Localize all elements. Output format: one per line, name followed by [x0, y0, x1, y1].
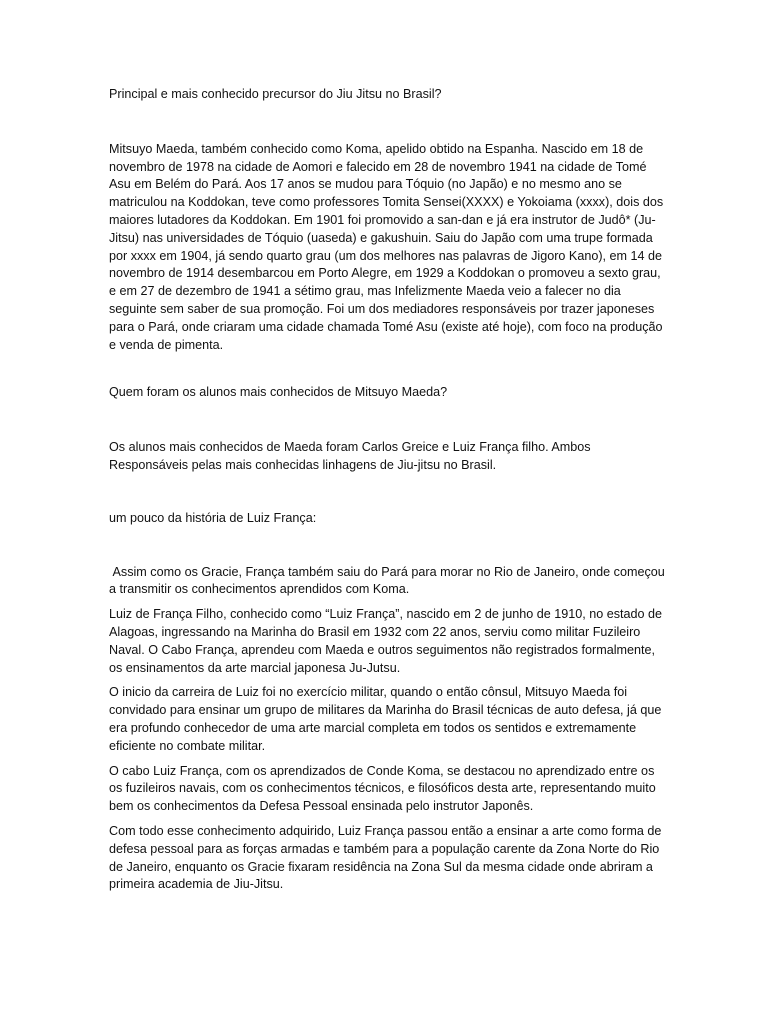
section-heading-luiz-franca: um pouco da história de Luiz França:: [109, 510, 317, 525]
paragraph-luiz-franca-1: Assim como os Gracie, França também saiu do Pará para morar no Rio de Janeiro, onde começou a transmitir os conhecimentos aprendidos com Koma.: [109, 564, 669, 597]
paragraph-luiz-franca-3: O inicio da carreira de Luiz foi no exercício militar, quando o então cônsul, Mitsuyo Maeda foi convidado para ensinar um grupo de militares da Marinha do Brasil técnicas de auto defesa, já que era profundo conhecedor de uma arte marcial completa em todos os sentidos e extremamente eficiente no combate militar.: [109, 685, 662, 753]
question-1: Principal e mais conhecido precursor do Jiu Jitsu no Brasil?: [109, 87, 442, 101]
paragraph-luiz-franca-5: Com todo esse conhecimento adquirido, Luiz França passou então a ensinar a arte como forma de defesa pessoal para as forças armadas e também para a população carente da Zona Norte do Rio de Janeiro, enquanto os Gracie fixaram residência na Zona Sul da mesma cidade onde abriram a primeira academia de Jiu-Jitsu.: [109, 823, 662, 892]
answer-1-paragraph: Mitsuyo Maeda, também conhecido como Koma, apelido obtido na Espanha. Nascido em 18 de novembro de 1978 na cidade de Aomori e falecido em 28 de novembro 1941 na cidade de Tomé Asu em Belém do Pará. Aos 17 anos se mudou para Tóquio (no Japão) e no mesmo ano se matriculou na Koddokan, teve como professores Tomita Sensei(XXXX) e Yokoiama (xxxx), dois dos maiores lutadores da Koddokan. Em 1901 foi promovido a san-dan e já era instrutor de Judô* (Ju-Jitsu) nas universidades de Tóquio (uaseda) e gakushuin. Saiu do Japão com uma trupe formada por xxxx em 1904, já sendo quarto grau (um dos melhores nas palavras de Jigoro Kano), em 14 de novembro de 1914 desembarcou em Porto Alegre, em 1929 a Koddokan o promoveu a sexto grau, e em 27 de dezembro de 1941 a sétimo grau, mas Infelizmente Maeda veio a falecer no dia seguinte sem saber de sua promoção. Foi um dos mediadores responsáveis por trazer japoneses para o Pará, onde criaram uma cidade chamada Tomé Asu (existe até hoje), com foco na produção e venda de pimenta.: [109, 141, 664, 352]
document-body: [109, 86, 669, 901]
answer-2-paragraph: Os alunos mais conhecidos de Maeda foram Carlos Greice e Luiz França filho. Ambos Responsáveis pelas mais conhecidas linhagens de Jiu-jitsu no Brasil.: [109, 440, 591, 472]
paragraph-luiz-franca-2: Luiz de França Filho, conhecido como “Luiz França”, nascido em 2 de junho de 1910, no estado de Alagoas, ingressando na Marinha do Brasil em 1932 com 22 anos, serviu como militar Fuzileiro Naval. O Cabo França, aprendeu com Maeda e outros seguimentos não registrados formalmente, os ensinamentos da arte marcial japonesa Ju-Jutsu.: [109, 607, 663, 675]
question-2: Quem foram os alunos mais conhecidos de Mitsuyo Maeda?: [109, 385, 448, 400]
paragraph-luiz-franca-4: O cabo Luiz França, com os aprendizados de Conde Koma, se destacou no aprendizado entre os os fuzileiros navais, com os conhecimentos técnicos, e filosóficos desta arte, representando muito bem os conhecimentos da Defesa Pessoal ensinada pelo instrutor Japonês.: [109, 763, 656, 814]
